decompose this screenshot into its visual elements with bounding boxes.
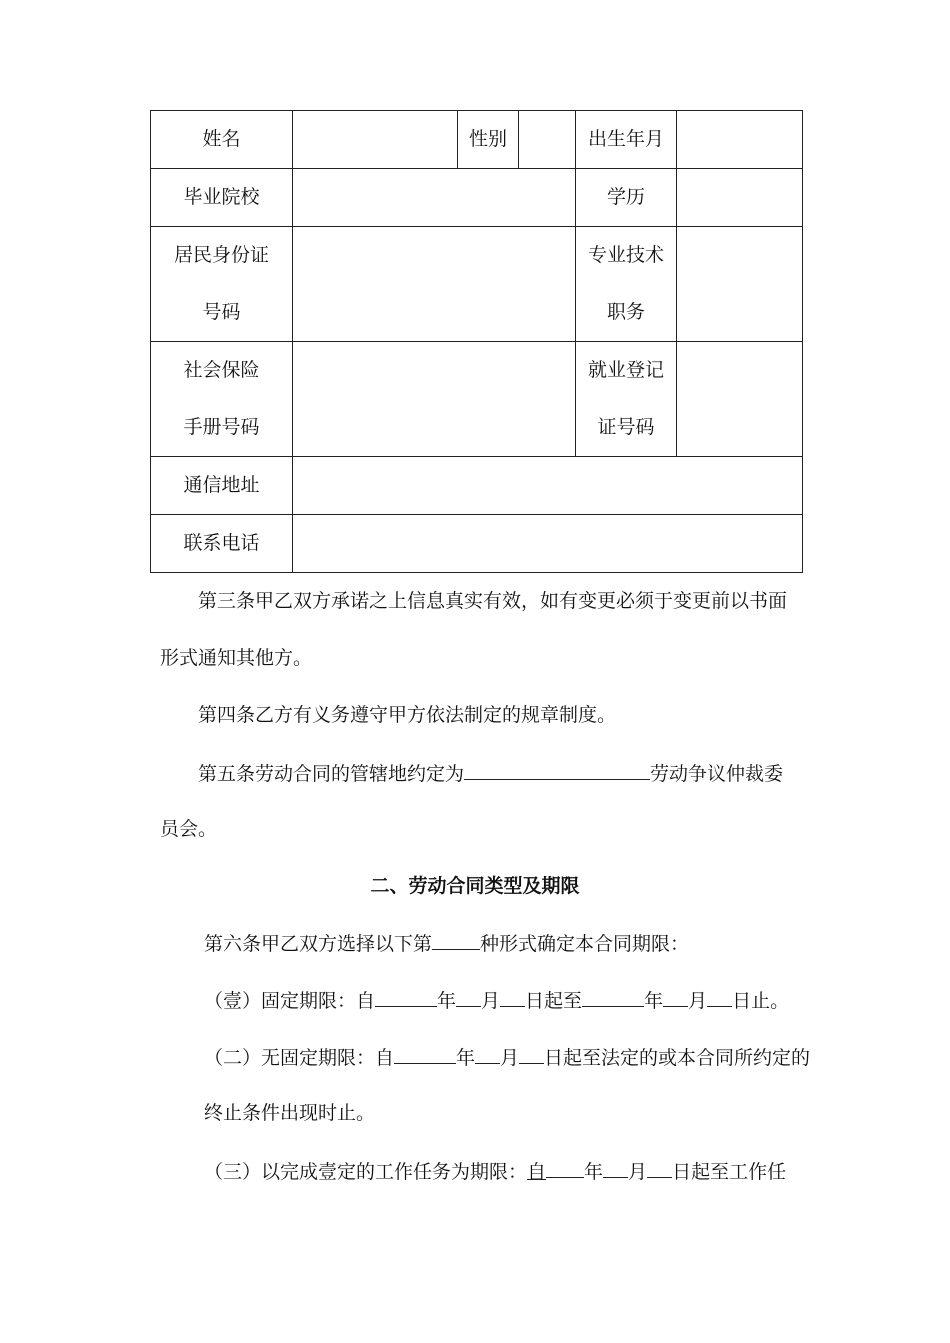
option3-line1 xyxy=(204,1155,786,1187)
option1-year2: 年 xyxy=(644,990,664,1012)
option2-line1 xyxy=(204,1041,810,1073)
option1-year: 年 xyxy=(437,990,457,1012)
professional-title-label-line2: 职务 xyxy=(606,301,645,323)
article5-after: 劳动争议仲裁委 xyxy=(650,763,784,785)
article5-line2: 员会。 xyxy=(160,818,218,840)
option1 xyxy=(204,984,789,1016)
table-row xyxy=(151,515,803,573)
gender-label: 性别 xyxy=(458,111,519,169)
insurance-label-line1: 社会保险 xyxy=(183,359,260,381)
article5-line1 xyxy=(198,757,783,789)
option1-end-day-blank[interactable] xyxy=(707,984,732,1007)
id-number-label xyxy=(151,227,293,342)
section-heading: 二、劳动合同类型及期限 xyxy=(370,875,580,897)
option2-line2: 终止条件出现时止。 xyxy=(204,1102,376,1124)
birth-label: 出生年月 xyxy=(576,111,677,169)
professional-title-label xyxy=(576,227,677,342)
address-field[interactable] xyxy=(293,457,803,515)
insurance-label-line2: 手册号码 xyxy=(183,416,260,438)
option1-prefix: （壹）固定期限：自 xyxy=(204,990,376,1012)
option2-start-day-blank[interactable] xyxy=(519,1041,544,1064)
option1-start-month-blank[interactable] xyxy=(456,984,481,1007)
phone-label: 联系电话 xyxy=(151,515,293,573)
option2-prefix: （二）无固定期限：自 xyxy=(204,1047,395,1069)
table-row xyxy=(151,169,803,227)
address-label: 通信地址 xyxy=(151,457,293,515)
table-row xyxy=(151,457,803,515)
arbitration-location-blank[interactable] xyxy=(464,757,650,780)
option3-from: 自 xyxy=(527,1157,546,1180)
article4: 第四条乙方有义务遵守甲方依法制定的规章制度。 xyxy=(198,704,617,726)
option1-day-from: 日起至 xyxy=(525,990,583,1012)
option2-year: 年 xyxy=(456,1047,476,1069)
id-number-label-line2: 号码 xyxy=(202,301,241,323)
employment-registration-label-line1: 就业登记 xyxy=(587,359,664,381)
option2-suffix: 日起至法定的或本合同所约定的 xyxy=(544,1047,811,1069)
option1-day-end: 日止。 xyxy=(732,990,790,1012)
option3-start-month-blank[interactable] xyxy=(603,1155,628,1178)
option1-end-year-blank[interactable] xyxy=(582,984,644,1007)
education-field[interactable] xyxy=(677,169,803,227)
id-number-field[interactable] xyxy=(293,227,576,342)
article6-after: 种形式确定本合同期限： xyxy=(480,933,690,955)
option-number-blank[interactable] xyxy=(432,927,480,950)
insurance-label xyxy=(151,342,293,457)
phone-field[interactable] xyxy=(293,515,803,573)
insurance-field[interactable] xyxy=(293,342,576,457)
school-field[interactable] xyxy=(293,169,576,227)
name-label: 姓名 xyxy=(151,111,293,169)
table-row xyxy=(151,342,803,457)
option1-month: 月 xyxy=(481,990,501,1012)
option2-start-month-blank[interactable] xyxy=(475,1041,500,1064)
article3-line1: 第三条甲乙双方承诺之上信息真实有效，如有变更必须于变更前以书面 xyxy=(198,590,788,612)
article6-before: 第六条甲乙双方选择以下第 xyxy=(204,933,433,955)
option1-end-month-blank[interactable] xyxy=(663,984,688,1007)
education-label: 学历 xyxy=(576,169,677,227)
table-row xyxy=(151,111,803,169)
option3-suffix: 日起至工作任 xyxy=(672,1161,787,1183)
id-number-label-line1: 居民身份证 xyxy=(173,244,269,266)
option3-start-day-blank[interactable] xyxy=(647,1155,672,1178)
option1-start-day-blank[interactable] xyxy=(500,984,525,1007)
gender-field[interactable] xyxy=(519,111,576,169)
employee-info-table xyxy=(150,110,803,573)
option3-month: 月 xyxy=(628,1161,648,1183)
option1-month2: 月 xyxy=(688,990,708,1012)
article5-before: 第五条劳动合同的管辖地约定为 xyxy=(198,763,465,785)
table-row xyxy=(151,227,803,342)
option3-year: 年 xyxy=(584,1161,604,1183)
option1-start-year-blank[interactable] xyxy=(375,984,437,1007)
professional-title-field[interactable] xyxy=(677,227,803,342)
birth-field[interactable] xyxy=(677,111,803,169)
employment-registration-label-line2: 证号码 xyxy=(597,416,655,438)
employment-registration-field[interactable] xyxy=(677,342,803,457)
name-field[interactable] xyxy=(293,111,458,169)
option3-prefix: （三）以完成壹定的工作任务为期限： xyxy=(204,1161,528,1183)
article6 xyxy=(204,927,689,959)
professional-title-label-line1: 专业技术 xyxy=(587,244,664,266)
option2-start-year-blank[interactable] xyxy=(394,1041,456,1064)
article3-line2: 形式通知其他方。 xyxy=(160,647,313,669)
school-label: 毕业院校 xyxy=(151,169,293,227)
option2-month: 月 xyxy=(500,1047,520,1069)
employment-registration-label xyxy=(576,342,677,457)
option3-start-year-blank[interactable] xyxy=(546,1155,584,1178)
